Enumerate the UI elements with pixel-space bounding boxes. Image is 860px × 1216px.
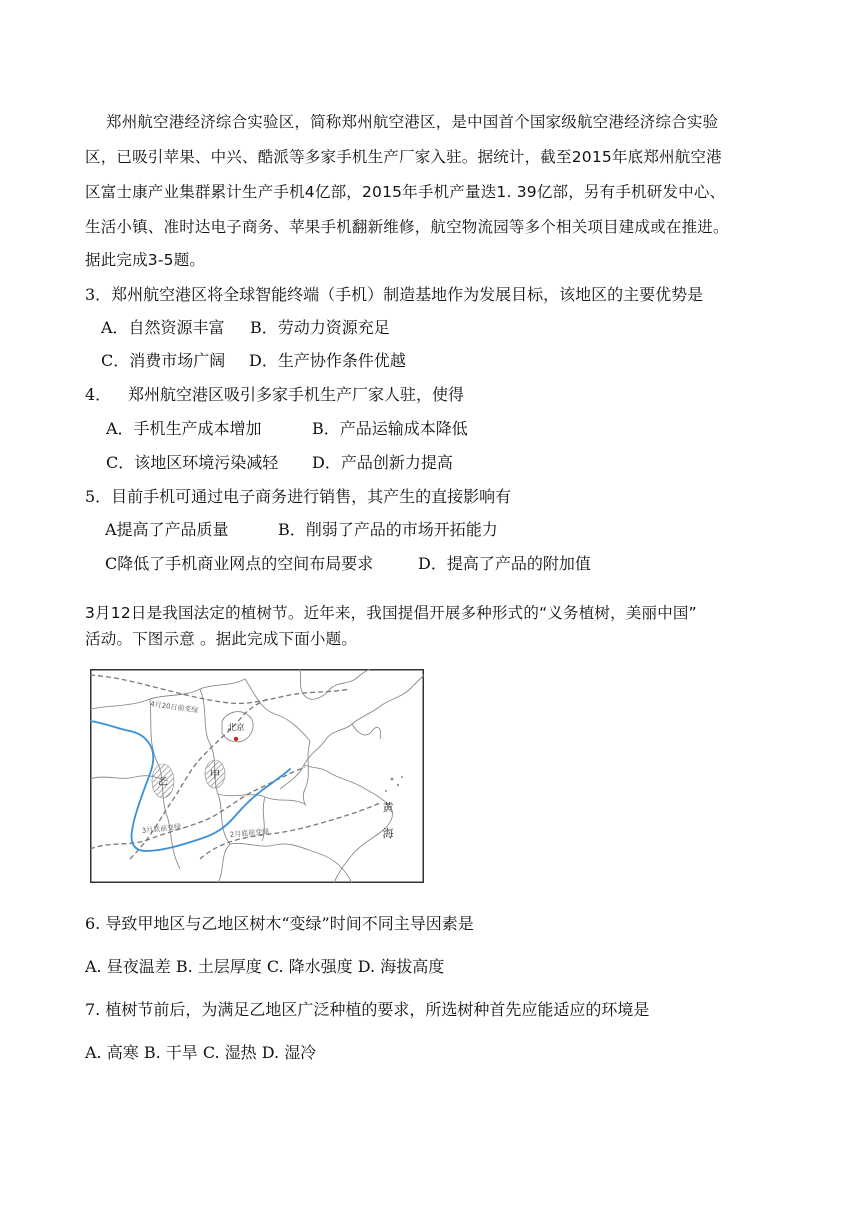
- greening-time-map: [90, 669, 424, 883]
- question-3-option-c: C．消费市场广阔: [101, 351, 226, 370]
- isoline-mar-end-label: 3月底前变绿: [141, 822, 182, 835]
- passage-2-line: 活动。下图示意 。据此完成下面小题。: [85, 630, 358, 648]
- question-5-stem: 5．目前手机可通过电子商务进行销售，其产生的直接影响有: [85, 487, 512, 506]
- question-4-option-d: D．产品创新力提高: [312, 453, 453, 472]
- passage-1-line: 据此完成3-5题。: [85, 251, 206, 269]
- passage-1-line: 区富士康产业集群累计生产手机4亿部，2015年手机产量迭1. 39亿部，另有手机研发中心、: [85, 183, 726, 201]
- question-4-stem: 郑州航空港区吸引多家手机生产厂家人驻，使得: [128, 385, 465, 404]
- question-5-option-a: A提高了产品质量: [105, 520, 229, 539]
- beijing-label: 北京: [227, 723, 245, 733]
- region-yi-label: 乙: [158, 777, 168, 788]
- passage-1-line: 区，已吸引苹果、中兴、酷派等多家手机生产厂家入驻。据统计，截至2015年底郑州航空港: [85, 148, 722, 166]
- question-4-option-c: C．该地区环境污染减轻: [106, 453, 279, 472]
- question-5-option-d: D．提高了产品的附加值: [418, 554, 591, 573]
- sea-label-2: 海: [382, 827, 394, 840]
- isoline-apr20-label: 4月20日前变绿: [149, 700, 199, 715]
- question-4-number: 4．: [85, 385, 112, 404]
- question-3-option-b: B．劳动力资源充足: [250, 318, 390, 337]
- question-5-option-b: B．削弱了产品的市场开拓能力: [278, 520, 498, 539]
- passage-1-line: 郑州航空港经济综合实验区，简称郑州航空港区，是中国首个国家级航空港经济综合实验: [106, 113, 719, 131]
- question-5-option-c: C降低了手机商业网点的空间布局要求: [105, 554, 374, 573]
- isoline-feb-end-label: 2月底前变绿: [229, 827, 270, 839]
- passage-2-line: 3月12日是我国法定的植树节。近年来，我国提倡开展多种形式的“义务植树，美丽中国”: [85, 604, 697, 622]
- question-7-options: A. 高寒 B. 干旱 C. 湿热 D. 湿冷: [85, 1043, 317, 1062]
- passage-1-line: 生活小镇、准时达电子商务、苹果手机翻新维修，航空物流园等多个相关项目建成或在推进。: [85, 218, 729, 236]
- question-4-option-b: B．产品运输成本降低: [312, 419, 468, 438]
- sea-label-1: 黄: [382, 801, 394, 814]
- question-6-stem: 6. 导致甲地区与乙地区树木“变绿”时间不同主导因素是: [85, 914, 474, 933]
- question-6-options: A. 昼夜温差 B. 土层厚度 C. 降水强度 D. 海拔高度: [85, 957, 445, 976]
- question-3-stem: 3．郑州航空港区将全球智能终端（手机）制造基地作为发展目标，该地区的主要优势是: [85, 285, 704, 304]
- question-3-option-a: A．自然资源丰富: [101, 318, 225, 337]
- question-4-option-a: A．手机生产成本增加: [106, 419, 262, 438]
- question-7-stem: 7. 植树节前后，为满足乙地区广泛种植的要求，所选树种首先应能适应的环境是: [85, 1000, 650, 1019]
- beijing-marker: [234, 737, 238, 741]
- region-jia-label: 甲: [210, 770, 220, 781]
- question-3-option-d: D．生产协作条件优越: [249, 351, 406, 370]
